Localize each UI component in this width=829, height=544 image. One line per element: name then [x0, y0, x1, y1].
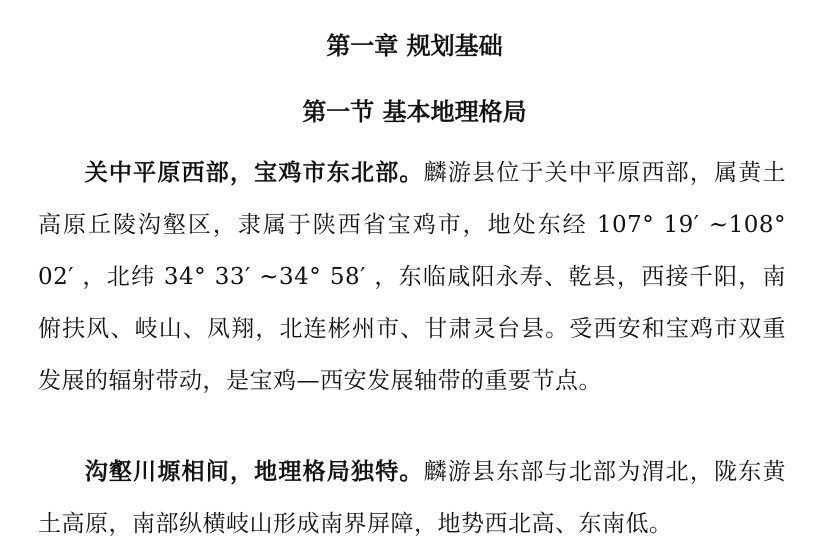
paragraph-location: [38, 147, 786, 407]
paragraph-terrain: [38, 446, 786, 544]
paragraph-body: 麟游县东部与北部为渭北，陇东黄土高原，南部纵横岐山形成南界屏障，地势西北高、东南低。: [38, 459, 787, 537]
paragraph-lead: 沟壑川塬相间，地理格局独特。: [84, 459, 424, 485]
paragraph-lead: 关中平原西部，宝鸡市东北部。: [84, 160, 424, 186]
section-title: 第一节 基本地理格局: [302, 98, 527, 126]
chapter-title: 第一章 规划基础: [326, 32, 503, 60]
paragraph-body: 麟游县位于关中平原西部，属黄土高原丘陵沟壑区，隶属于陕西省宝鸡市，地处东经 107° 19′ ~108° 02′ ，北纬 34° 33′ ~34° 58′ ，东临咸阳永寿、乾县，西接千阳，南俯扶风、岐山、凤翔，北连彬州市、甘肃灵台县。受西安和宝鸡市双重发展的辐射带动，是宝鸡—西安发展轴带的重要节点。: [38, 160, 787, 394]
